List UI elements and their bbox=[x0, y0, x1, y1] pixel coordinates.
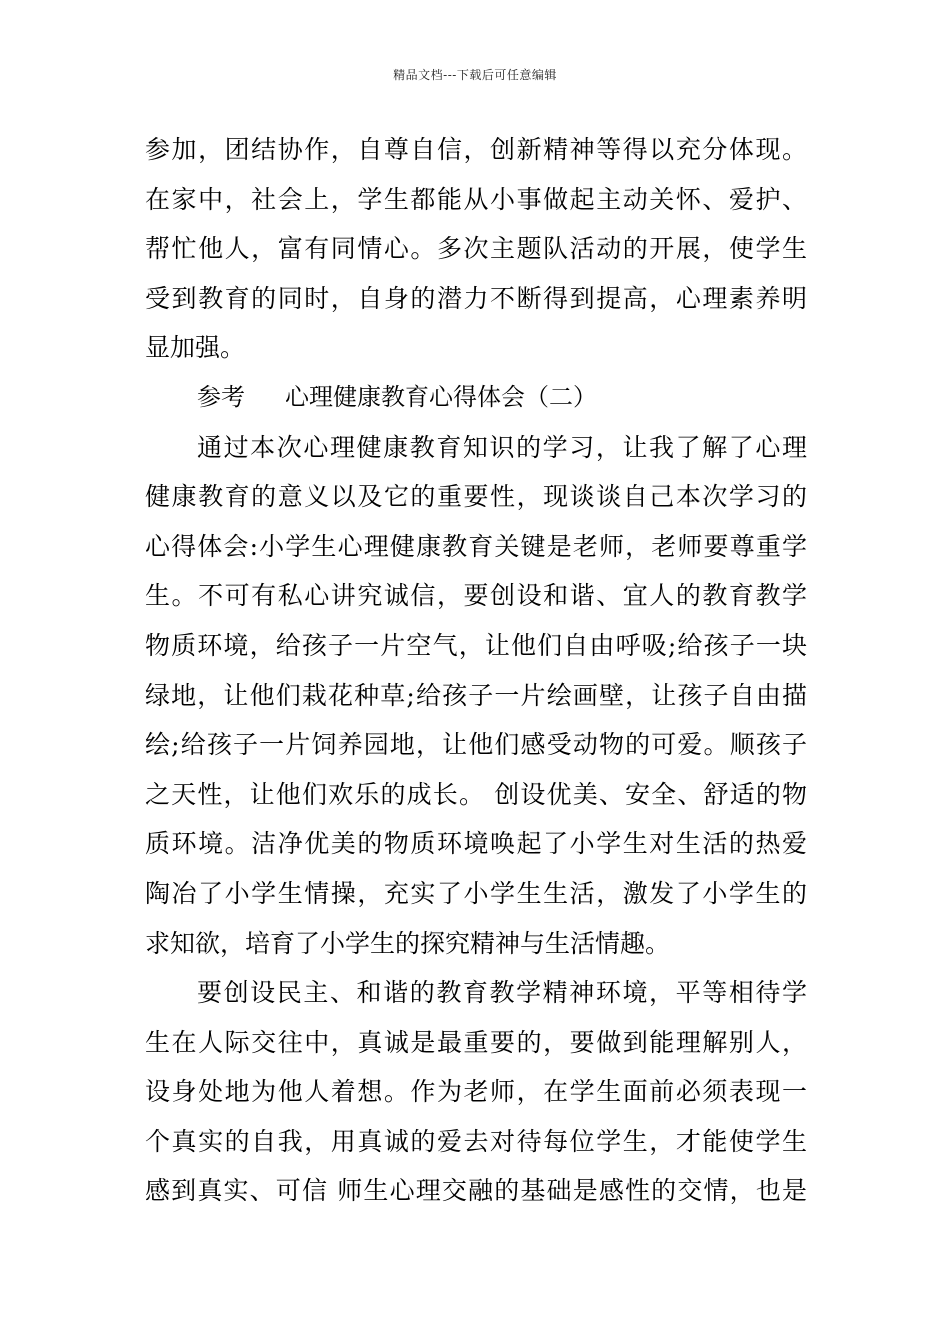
text-line: 个真实的自我，用真诚的爱去对待每位学生，才能使学生 bbox=[145, 1126, 807, 1156]
page-header: 精品文档---下载后可任意编辑 bbox=[393, 68, 557, 82]
text-line: 绘;给孩子一片饲养园地，让他们感受动物的可爱。顺孩子 bbox=[145, 730, 807, 760]
section-heading-title: 心理健康教育心得体会（二） bbox=[285, 382, 597, 411]
section-heading bbox=[145, 373, 807, 423]
text-line: 质环境。洁净优美的物质环境唤起了小学生对生活的热爱 bbox=[145, 829, 807, 859]
text-line: 通过本次心理健康教育知识的学习，让我了解了心理 bbox=[197, 432, 807, 462]
text-line: 显加强。 bbox=[145, 333, 246, 363]
text-line: 设身处地为他人着想。作为老师，在学生面前必须表现一 bbox=[145, 1077, 807, 1107]
text-line: 要创设民主、和谐的教育教学精神环境，平等相待学 bbox=[197, 978, 807, 1008]
text-line: 陶冶了小学生情操，充实了小学生生活，激发了小学生的 bbox=[145, 878, 807, 908]
text-line: 在家中，社会上，学生都能从小事做起主动关怀、爱护、 bbox=[145, 184, 807, 214]
text-line: 受到教育的同时，自身的潜力不断得到提高，心理素养明 bbox=[145, 283, 807, 313]
text-line: 健康教育的意义以及它的重要性，现谈谈自己本次学习的 bbox=[145, 482, 807, 512]
text-line: 求知欲，培育了小学生的探究精神与生活情趣。 bbox=[145, 928, 671, 958]
text-line: 生。不可有私心讲究诚信，要创设和谐、宜人的教育教学 bbox=[145, 581, 807, 611]
paragraph-2 bbox=[145, 423, 807, 969]
text-line: 之天性，让他们欢乐的成长。 创设优美、安全、舒适的物 bbox=[145, 779, 807, 809]
text-line: 心得体会:小学生心理健康教育关键是老师，老师要尊重学 bbox=[145, 531, 807, 561]
text-line: 帮忙他人，富有同情心。多次主题队活动的开展，使学生 bbox=[145, 234, 807, 264]
text-line: 生在人际交往中，真诚是最重要的，要做到能理解别人， bbox=[145, 1027, 807, 1057]
document-body bbox=[145, 125, 807, 1216]
text-line: 参加，团结协作，自尊自信，创新精神等得以充分体现。 bbox=[145, 135, 807, 164]
text-line: 绿地，让他们栽花种草;给孩子一片绘画壁，让孩子自由描 bbox=[145, 680, 807, 710]
text-line: 感到真实、可信 师生心理交融的基础是感性的交情，也是 bbox=[145, 1176, 807, 1206]
text-line: 物质环境，给孩子一片空气，让他们自由呼吸;给孩子一块 bbox=[145, 630, 807, 660]
paragraph-3 bbox=[145, 968, 807, 1216]
paragraph-1 bbox=[145, 125, 807, 373]
section-heading-prefix: 参考 bbox=[197, 382, 245, 411]
